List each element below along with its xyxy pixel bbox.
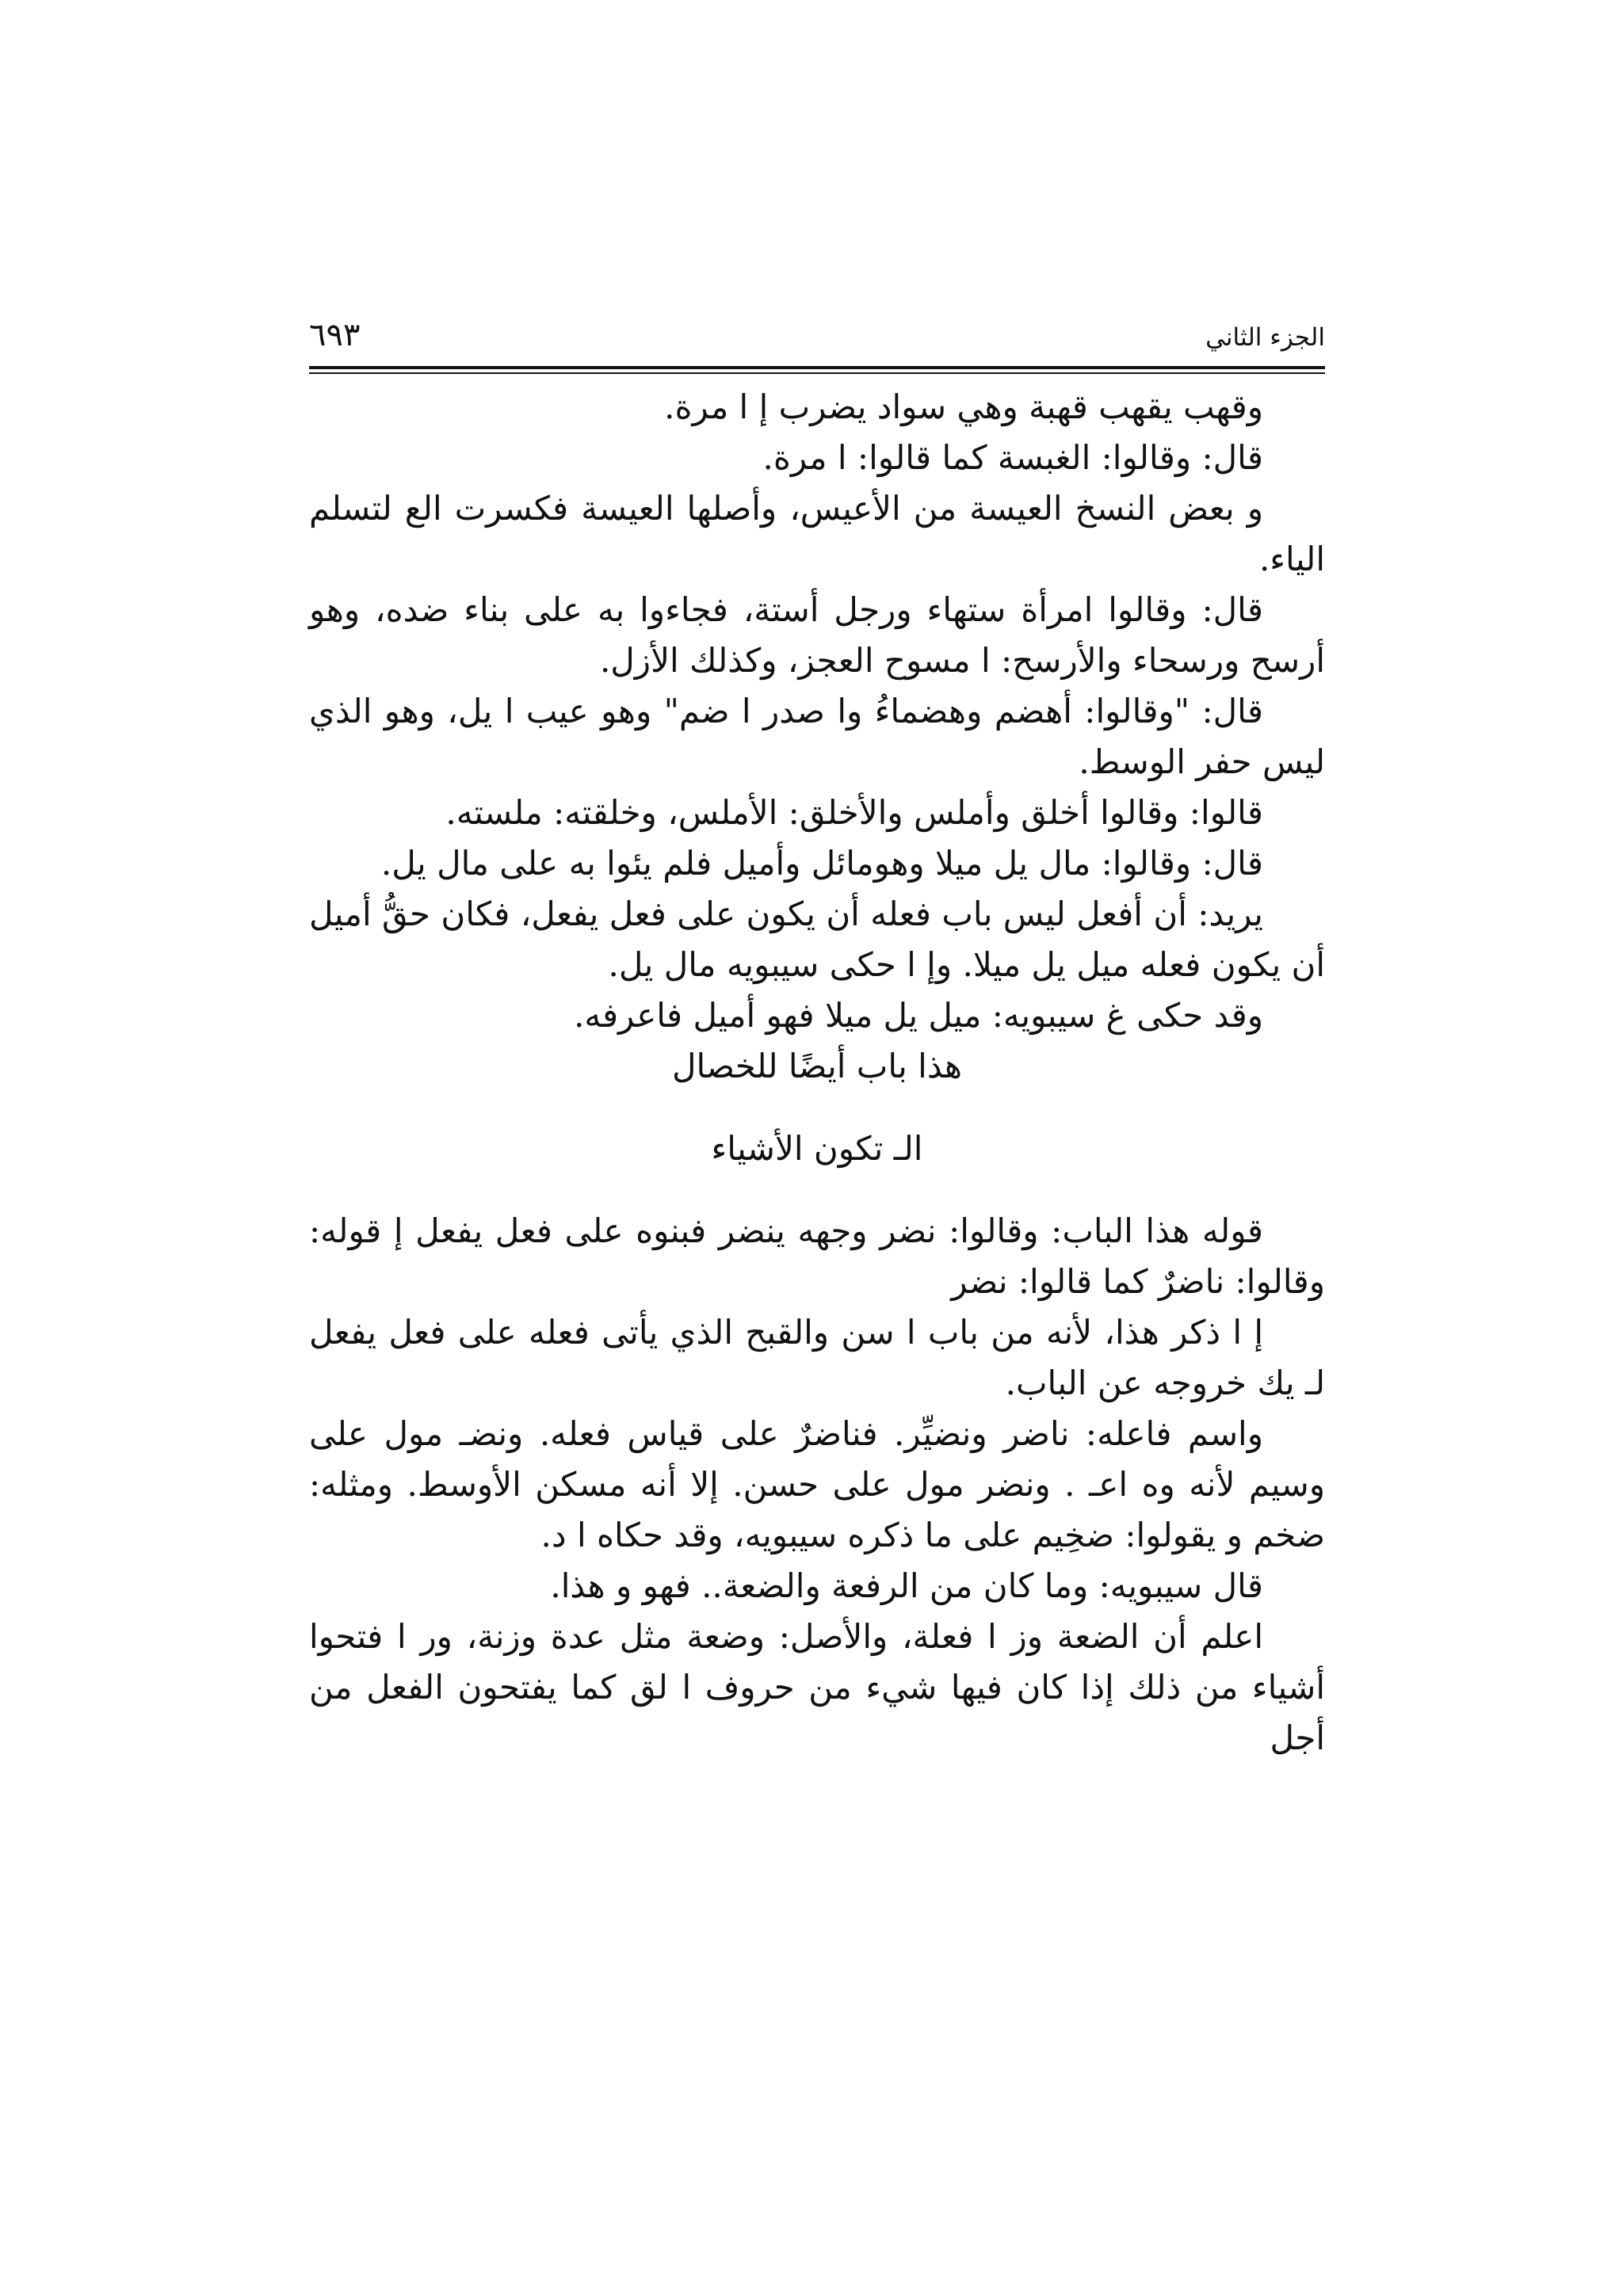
paragraph: قال: وقالوا: الغبسة كما قالوا: ا مرة. [762, 438, 1263, 477]
paragraph: قوله هذا الباب: وقالوا: نضر وجهه ينضر فبنوه على فعل يفعل إ قوله: وقالوا: ناضرٌ كما قالوا: نضر [309, 1211, 1325, 1301]
running-header [309, 317, 1325, 363]
document-page [309, 317, 1325, 1764]
paragraph: اعلم أن الضعة وز ا فعلة، والأصل: وضعة مثل عدة وزنة، ور ا فتحوا أشياء من ذلك إذا كان فيها شيء من حروف ا لق كما يفتحون الفعل من أجل [309, 1617, 1325, 1757]
header-rule-thin [309, 372, 1325, 374]
paragraph: قالوا: وقالوا أخلق وأملس والأخلق: الأملس، وخلقته: ملسته. [445, 793, 1263, 832]
paragraph: قال: "وقالوا: أهضم وهضماءُ وا صدر ا ضم" وهو عيب ا يل، وهو الذي ليس حفر الوسط. [309, 692, 1325, 781]
body-text [309, 382, 1325, 1764]
running-title: الجزء الثاني [1205, 323, 1325, 352]
paragraph: واسم فاعله: ناضر ونضيِّر. فناضرٌ على قياس فعله. ونضـ مول على وسيم لأنه وه اعـ . ونضر مول على حسن. إلا أنه مسكن الأوسط. ومثله: ضخم و يقولوا: ضخِيم على ما ذكره سيبويه، وقد حكاه ا د. [309, 1414, 1325, 1554]
paragraph: قال سيبويه: وما كان من الرفعة والضعة.. فهو و هذا. [550, 1566, 1263, 1605]
paragraph: وقد حكى غ سيبويه: ميل يل ميلا فهو أميل فاعرفه. [574, 996, 1263, 1035]
chapter-heading: هذا باب أيضًا للخصال [671, 1047, 963, 1085]
paragraph: إ ا ذكر هذا، لأنه من باب ا سن والقبح الذي يأتى فعله على فعل يفعل لـ يك خروجه عن الباب. [309, 1313, 1325, 1402]
header-rule-thick [309, 366, 1325, 369]
page-number: ٦٩٣ [309, 317, 361, 353]
paragraph: و بعض النسخ العيسة من الأعيس، وأصلها العيسة فكسرت الع لتسلم الياء. [309, 489, 1325, 578]
paragraph: وقهب يقهب قهبة وهي سواد يضرب إ ا مرة. [664, 387, 1263, 426]
paragraph: يريد: أن أفعل ليس باب فعله أن يكون على فعل يفعل، فكان حقُّ أميل أن يكون فعله ميل يل ميلا. وإ ا حكى سيبويه مال يل. [309, 894, 1325, 984]
paragraph: قال: وقالوا: مال يل ميلا وهومائل وأميل فلم يئوا به على مال يل. [380, 844, 1263, 883]
chapter-subheading: الـ تكون الأشياء [711, 1129, 923, 1168]
paragraph: قال: وقالوا امرأة ستهاء ورجل أستة، فجاءوا به على بناء ضده، وهو أرسح ورسحاء والأرسح: ا مسوح العجز، وكذلك الأزل. [309, 590, 1325, 680]
